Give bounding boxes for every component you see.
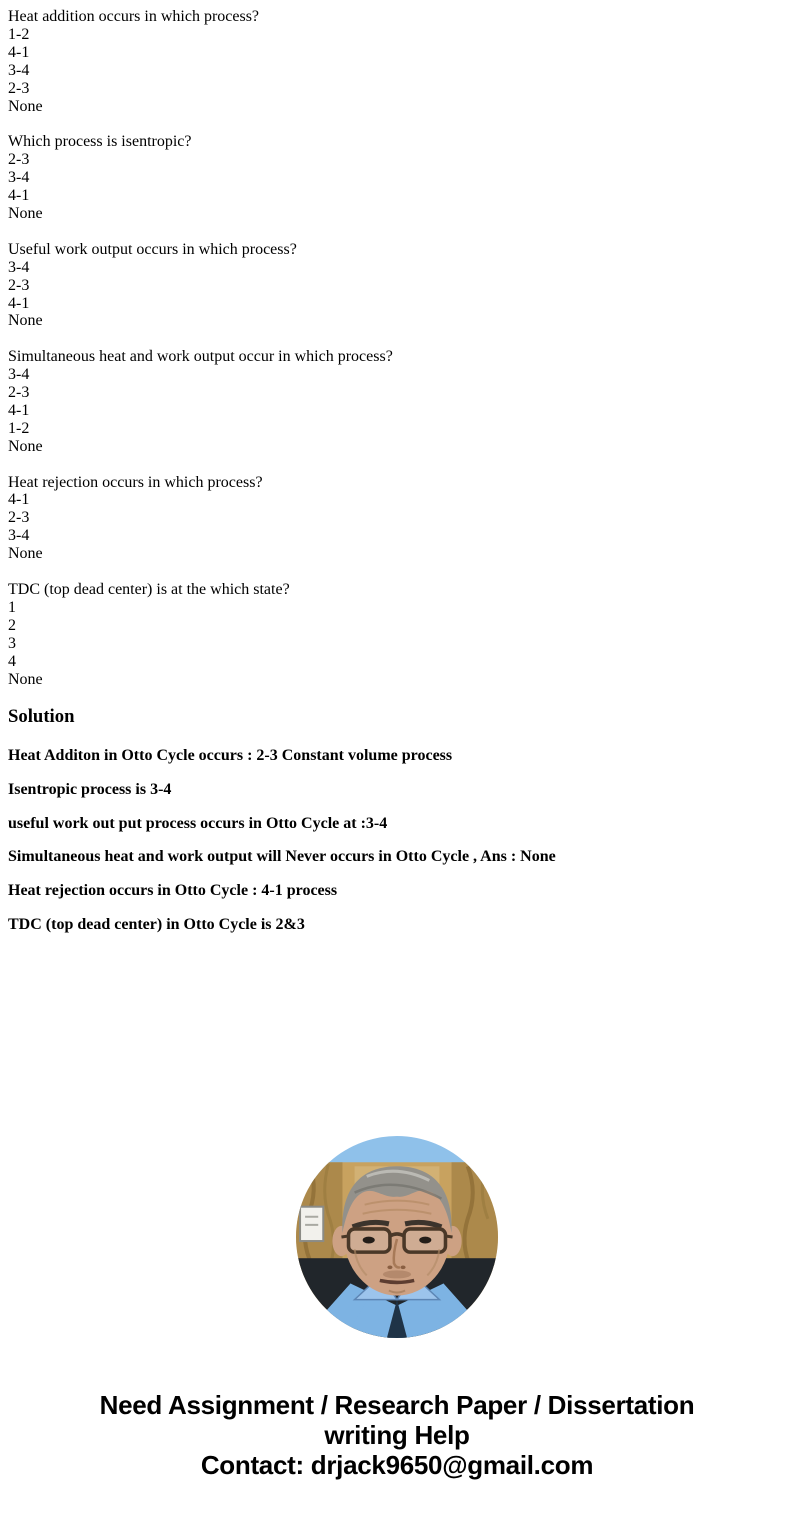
question-text: Simultaneous heat and work output occur in which process? <box>8 348 393 366</box>
question-block-5 <box>8 474 786 564</box>
solution-line: useful work out put process occurs in Otto Cycle at :3-4 <box>8 814 388 832</box>
option: 4-1 <box>8 491 30 509</box>
option: 4-1 <box>8 43 30 61</box>
option: 4-1 <box>8 294 30 312</box>
footer-line: writing Help <box>324 1420 470 1451</box>
option: None <box>8 437 43 455</box>
option: 2-3 <box>8 276 30 294</box>
solution-line: Simultaneous heat and work output will Never occurs in Otto Cycle , Ans : None <box>8 848 556 866</box>
option: 2-3 <box>8 509 30 527</box>
photo-mouth <box>380 1281 414 1283</box>
question-block-2 <box>8 133 786 223</box>
option: 2-3 <box>8 151 30 169</box>
option: 1-2 <box>8 25 30 43</box>
question-text: Heat addition occurs in which process? <box>8 8 260 25</box>
option: 1-2 <box>8 419 30 437</box>
option: None <box>8 670 43 688</box>
option: 3-4 <box>8 258 30 276</box>
option: 4-1 <box>8 401 30 419</box>
solution-line: TDC (top dead center) in Otto Cycle is 2&3 <box>8 916 305 934</box>
solution-line: Heat Additon in Otto Cycle occurs : 2-3 Constant volume process <box>8 746 453 764</box>
question-block-1 <box>8 8 786 115</box>
option: None <box>8 204 43 222</box>
option: None <box>8 97 43 115</box>
footer-promo <box>8 1390 786 1480</box>
option: None <box>8 312 43 330</box>
question-block-4 <box>8 348 786 455</box>
solution-heading: Solution <box>8 706 75 728</box>
solution-line: Heat rejection occurs in Otto Cycle : 4-1 process <box>8 882 338 900</box>
question-block-3 <box>8 241 786 331</box>
option: 2-3 <box>8 384 30 402</box>
option: 3 <box>8 634 16 652</box>
option: 3-4 <box>8 169 30 187</box>
question-text: Which process is isentropic? <box>8 133 192 151</box>
footer-contact-email: Contact: drjack9650@gmail.com <box>200 1450 594 1481</box>
avatar-container <box>8 1136 786 1338</box>
option: 1 <box>8 598 16 616</box>
option: 4-1 <box>8 187 30 205</box>
option: 3-4 <box>8 527 30 545</box>
question-text: TDC (top dead center) is at the which state? <box>8 581 290 598</box>
option: 3-4 <box>8 366 30 384</box>
question-text: Heat rejection occurs in which process? <box>8 473 263 491</box>
option: 3-4 <box>8 61 30 79</box>
option: None <box>8 545 43 563</box>
footer-line: Need Assignment / Research Paper / Dissertation <box>99 1390 695 1421</box>
question-block-6 <box>8 581 786 688</box>
question-text: Useful work output occurs in which process? <box>8 240 297 258</box>
option: 2 <box>8 616 16 634</box>
solution-line: Isentropic process is 3-4 <box>8 780 172 798</box>
option: 4 <box>8 652 16 670</box>
photo-certificate <box>300 1207 323 1241</box>
option: 2-3 <box>8 79 30 97</box>
tutor-photo <box>296 1136 498 1338</box>
